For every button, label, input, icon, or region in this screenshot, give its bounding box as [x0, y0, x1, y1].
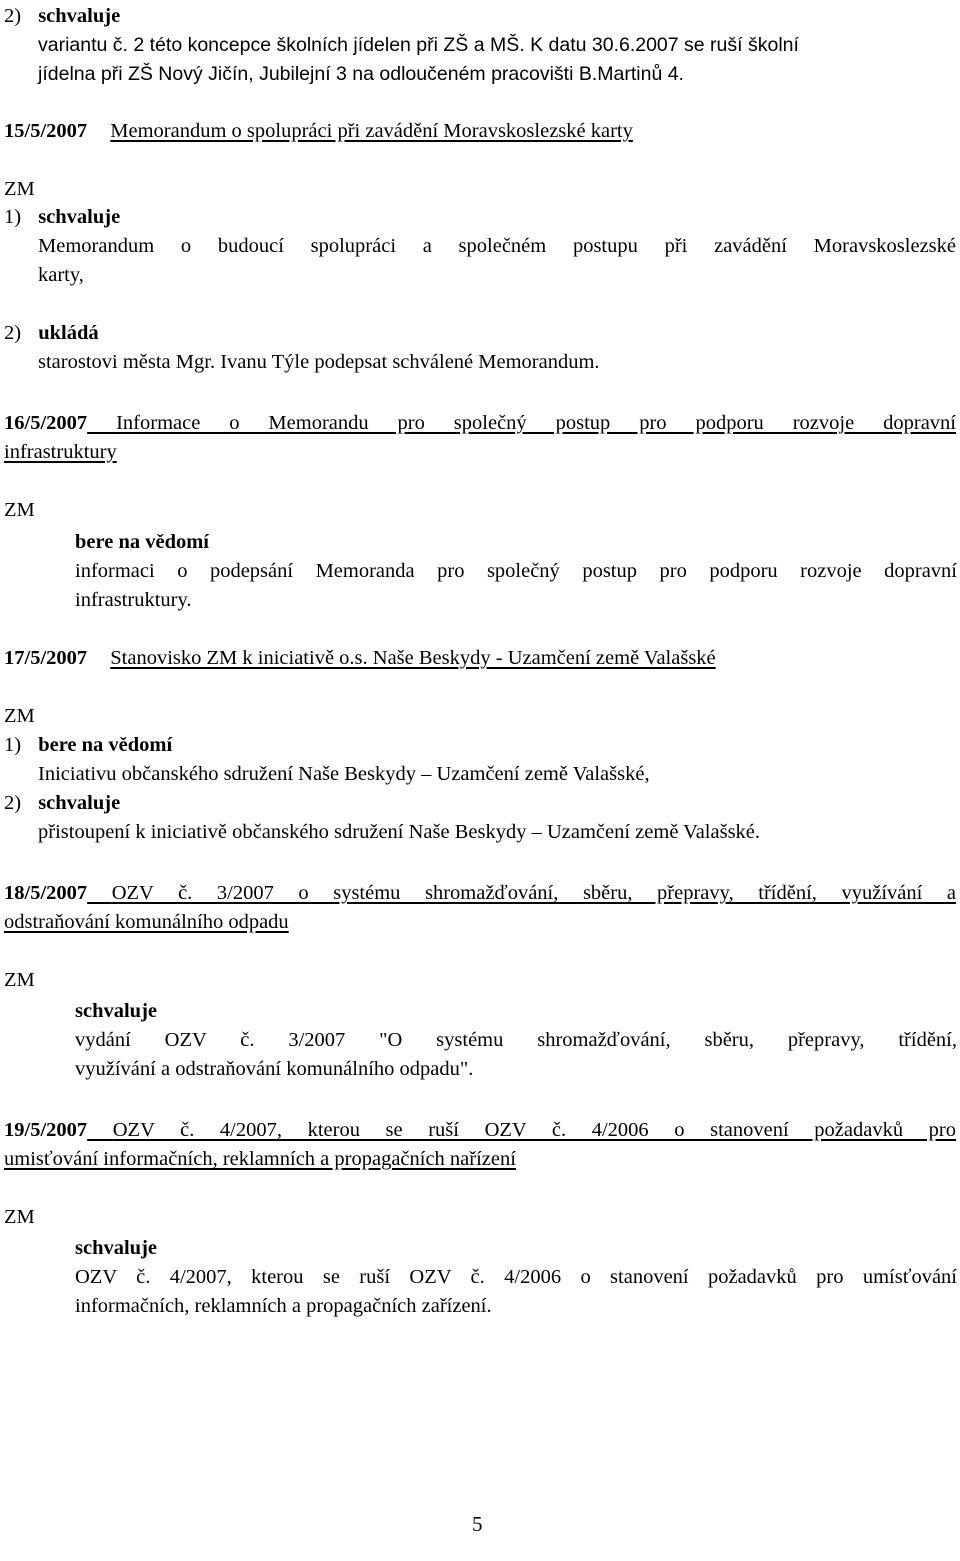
item-verb: bere na vědomí	[75, 531, 210, 553]
item-2-heading	[4, 4, 120, 28]
resolution-title-cont: infrastruktury	[4, 441, 117, 463]
resolution-heading-17	[4, 646, 716, 670]
item-number: 2)	[4, 5, 22, 27]
item-text-line: přistoupení k iniciativě občanského sdružení Naše Beskydy – Uzamčení země Valašské.	[38, 821, 761, 843]
item-verb: schvaluje	[38, 792, 121, 814]
item-number: 2)	[4, 322, 22, 344]
item-text-line: Memorandum o budoucí spolupráci a společném postupu při zavádění Moravskoslezské	[38, 235, 956, 257]
item-verb: bere na vědomí	[38, 734, 173, 756]
resolution-number: 16/5/2007	[4, 412, 88, 434]
item-number: 1)	[4, 734, 22, 756]
resolution-title-cont: umisťování informačních, reklamních a propagačních nařízení	[4, 1148, 516, 1170]
resolution-heading-16	[4, 411, 956, 435]
item-text-line: OZV č. 4/2007, kterou se ruší OZV č. 4/2006 o stanovení požadavků pro umísťování	[75, 1266, 957, 1288]
item-number: 1)	[4, 206, 22, 228]
item-heading	[4, 733, 172, 757]
resolution-title: Informace o Memorandu pro společný postup pro podporu rozvoje dopravní	[116, 412, 956, 434]
zm-label: ZM	[4, 1206, 35, 1228]
resolution-title: OZV č. 4/2007, kterou se ruší OZV č. 4/2006 o stanovení požadavků pro	[112, 1119, 956, 1141]
zm-label: ZM	[4, 705, 35, 727]
item-verb: ukládá	[38, 322, 99, 344]
resolution-title-cont: odstraňování komunálního odpadu	[4, 911, 289, 933]
item-heading	[4, 791, 120, 815]
item-verb: schvaluje	[38, 206, 121, 228]
resolution-title: Memorandum o spolupráci při zavádění Moravskoslezské karty	[110, 120, 633, 142]
page-number: 5	[472, 1512, 483, 1536]
item-text-line: variantu č. 2 této koncepce školních jídelen při ZŠ a MŠ. K datu 30.6.2007 se ruší školní	[38, 34, 799, 56]
item-verb: schvaluje	[75, 1237, 157, 1259]
resolution-title: OZV č. 3/2007 o systému shromažďování, sběru, přepravy, třídění, využívání a	[111, 882, 956, 904]
item-verb: schvaluje	[75, 1000, 157, 1022]
resolution-heading-18	[4, 881, 956, 905]
item-text-line: starostovi města Mgr. Ivanu Týle podepsat schválené Memorandum.	[38, 351, 600, 373]
item-number: 2)	[4, 792, 22, 814]
resolution-number: 17/5/2007	[4, 647, 88, 669]
item-text-line: karty,	[38, 264, 84, 286]
zm-label: ZM	[4, 178, 35, 200]
zm-label: ZM	[4, 499, 35, 521]
item-text-line: vydání OZV č. 3/2007 "O systému shromažďování, sběru, přepravy, třídění,	[75, 1029, 957, 1051]
item-heading	[4, 205, 120, 229]
item-verb: schvaluje	[38, 5, 121, 27]
zm-label: ZM	[4, 969, 35, 991]
resolution-heading-19	[4, 1118, 956, 1142]
resolution-number: 18/5/2007	[4, 882, 88, 904]
resolution-number: 15/5/2007	[4, 120, 88, 142]
item-text-line: informaci o podepsání Memoranda pro společný postup pro podporu rozvoje dopravní	[75, 560, 957, 582]
resolution-title: Stanovisko ZM k iniciativě o.s. Naše Beskydy - Uzamčení země Valašské	[110, 647, 716, 669]
resolution-heading-15	[4, 119, 633, 143]
item-text-line: infrastruktury.	[75, 589, 192, 611]
resolution-number: 19/5/2007	[4, 1119, 88, 1141]
item-heading	[4, 321, 99, 345]
item-text-line: jídelna při ZŠ Nový Jičín, Jubilejní 3 na odloučeném pracovišti B.Martinů 4.	[38, 63, 684, 85]
item-text-line: Iniciativu občanského sdružení Naše Beskydy – Uzamčení země Valašské,	[38, 763, 650, 785]
item-text-line: využívání a odstraňování komunálního odpadu".	[75, 1058, 474, 1080]
item-text-line: informačních, reklamních a propagačních zařízení.	[75, 1295, 492, 1317]
